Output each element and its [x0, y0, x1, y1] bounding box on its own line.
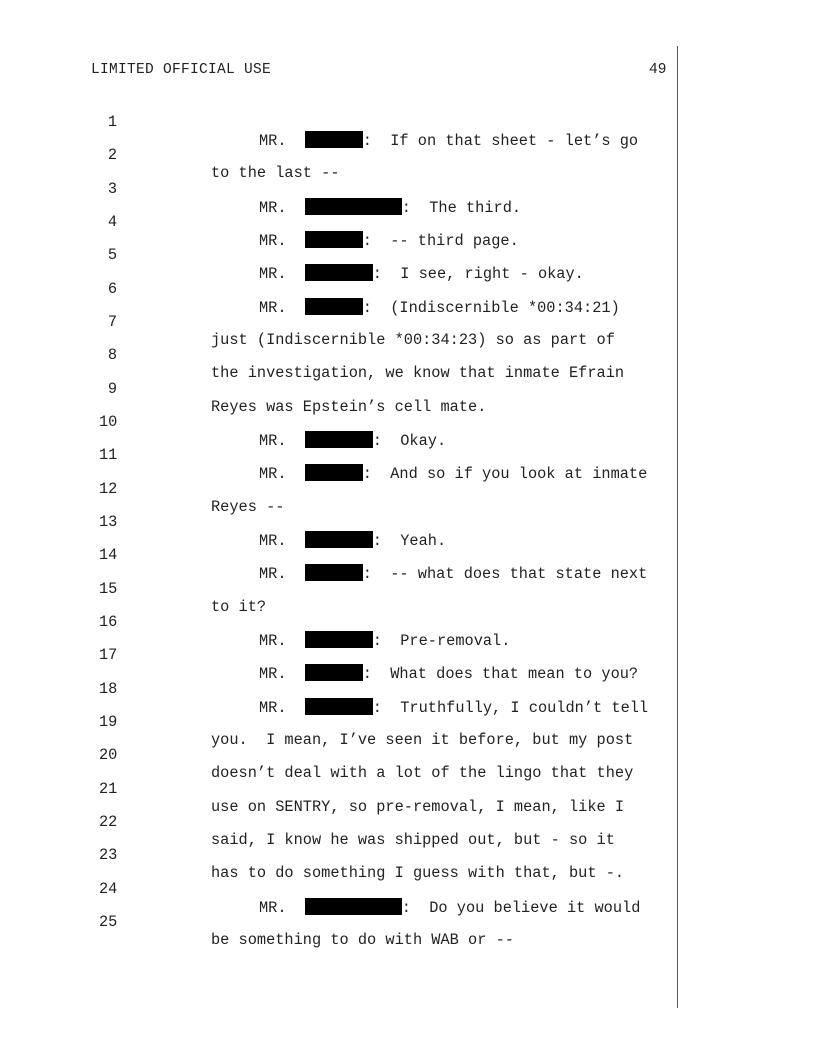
line-number: 17: [99, 646, 118, 664]
transcript-line: [0, 362, 816, 416]
transcript-line: [0, 828, 816, 882]
line-text: to it?: [211, 598, 267, 616]
line-number: 22: [99, 813, 118, 831]
line-text: be something to do with WAB or --: [211, 931, 514, 949]
line-text: doesn’t deal with a lot of the lingo that they: [211, 764, 634, 782]
line-number: 11: [99, 446, 118, 464]
line-text: just (Indiscernible *00:34:23) so as part of: [211, 331, 615, 349]
transcript-line: [0, 428, 816, 483]
line-number: 12: [99, 480, 118, 498]
speaker-prefix: MR.: [259, 632, 296, 650]
speech-text: : Okay.: [372, 432, 447, 450]
classification-header: LIMITED OFFICIAL USE: [91, 62, 272, 78]
speaker-prefix: MR.: [259, 665, 296, 683]
transcript-line: [0, 162, 816, 217]
line-number: 7: [107, 313, 117, 331]
line-text: to the last --: [211, 164, 340, 182]
line-text: you. I mean, I’ve seen it before, but my post: [211, 731, 634, 749]
transcript-line: [0, 595, 816, 650]
transcript-line: [0, 895, 816, 949]
speech-text: : And so if you look at inmate: [362, 465, 648, 483]
transcript-line: [0, 328, 816, 382]
transcript-line: [0, 728, 816, 782]
line-number: 23: [99, 846, 118, 864]
speech-text: : If on that sheet - let’s go: [362, 132, 639, 150]
speaker-prefix: MR.: [259, 232, 296, 250]
speech-text: : (Indiscernible *00:34:21): [362, 299, 620, 317]
speech-text: : Pre-removal.: [372, 632, 511, 650]
page-number: 49: [649, 62, 667, 78]
line-number: 18: [99, 680, 118, 698]
line-number: 6: [107, 280, 117, 298]
line-number: 19: [99, 713, 118, 731]
transcript-line: [0, 562, 816, 616]
speaker-prefix: MR.: [259, 432, 296, 450]
line-number: 13: [99, 513, 118, 531]
speech-text: : The third.: [401, 199, 522, 217]
transcript-line: [0, 195, 816, 250]
speech-text: : Do you believe it would: [401, 899, 641, 917]
line-text: has to do something I guess with that, but -.: [211, 864, 625, 882]
line-number: 4: [107, 213, 117, 231]
line-number: 2: [107, 146, 117, 164]
line-number: 20: [99, 746, 118, 764]
line-text: Reyes was Epstein’s cell mate.: [211, 398, 487, 416]
speech-text: : I see, right - okay.: [372, 265, 584, 283]
transcript-line: [0, 795, 816, 849]
transcript-line: [0, 95, 816, 150]
speaker-prefix: MR.: [259, 199, 296, 217]
line-number: 25: [99, 913, 118, 931]
speech-text: : Truthfully, I couldn’t tell: [372, 699, 649, 717]
line-number: 9: [107, 380, 117, 398]
line-text: use on SENTRY, so pre-removal, I mean, like I: [211, 798, 625, 816]
transcript-line: [0, 228, 816, 283]
transcript-line: [0, 295, 816, 349]
speaker-prefix: MR.: [259, 565, 296, 583]
transcript-line: [0, 395, 816, 450]
speech-text: : -- third page.: [362, 232, 519, 250]
transcript-line: [0, 262, 816, 317]
speaker-prefix: MR.: [259, 132, 296, 150]
line-number: 8: [107, 346, 117, 364]
transcript-line: [0, 462, 816, 516]
transcript-line: [0, 862, 816, 917]
speaker-prefix: MR.: [259, 465, 296, 483]
line-text: said, I know he was shipped out, but - so it: [211, 831, 615, 849]
speaker-prefix: MR.: [259, 899, 296, 917]
transcript-line: [0, 495, 816, 550]
line-number: 21: [99, 780, 118, 798]
line-number: 24: [99, 880, 118, 898]
speaker-prefix: MR.: [259, 265, 296, 283]
speaker-prefix: MR.: [259, 532, 296, 550]
line-number: 14: [99, 546, 118, 564]
transcript-line: [0, 628, 816, 683]
transcript-line: [0, 762, 816, 816]
transcript-line: [0, 128, 816, 182]
line-number: 10: [99, 413, 118, 431]
line-number: 15: [99, 580, 118, 598]
line-number: 16: [99, 613, 118, 631]
speech-text: : Yeah.: [372, 532, 447, 550]
line-number: 5: [107, 246, 117, 264]
transcript-line: [0, 695, 816, 749]
transcript-line: [0, 662, 816, 717]
speech-text: : -- what does that state next: [362, 565, 648, 583]
line-text: the investigation, we know that inmate Efrain: [211, 364, 625, 382]
transcript-line: [0, 528, 816, 583]
speaker-prefix: MR.: [259, 299, 296, 317]
speaker-prefix: MR.: [259, 699, 296, 717]
line-number: 1: [107, 113, 117, 131]
speech-text: : What does that mean to you?: [362, 665, 639, 683]
line-number: 3: [107, 180, 117, 198]
line-text: Reyes --: [211, 498, 285, 516]
